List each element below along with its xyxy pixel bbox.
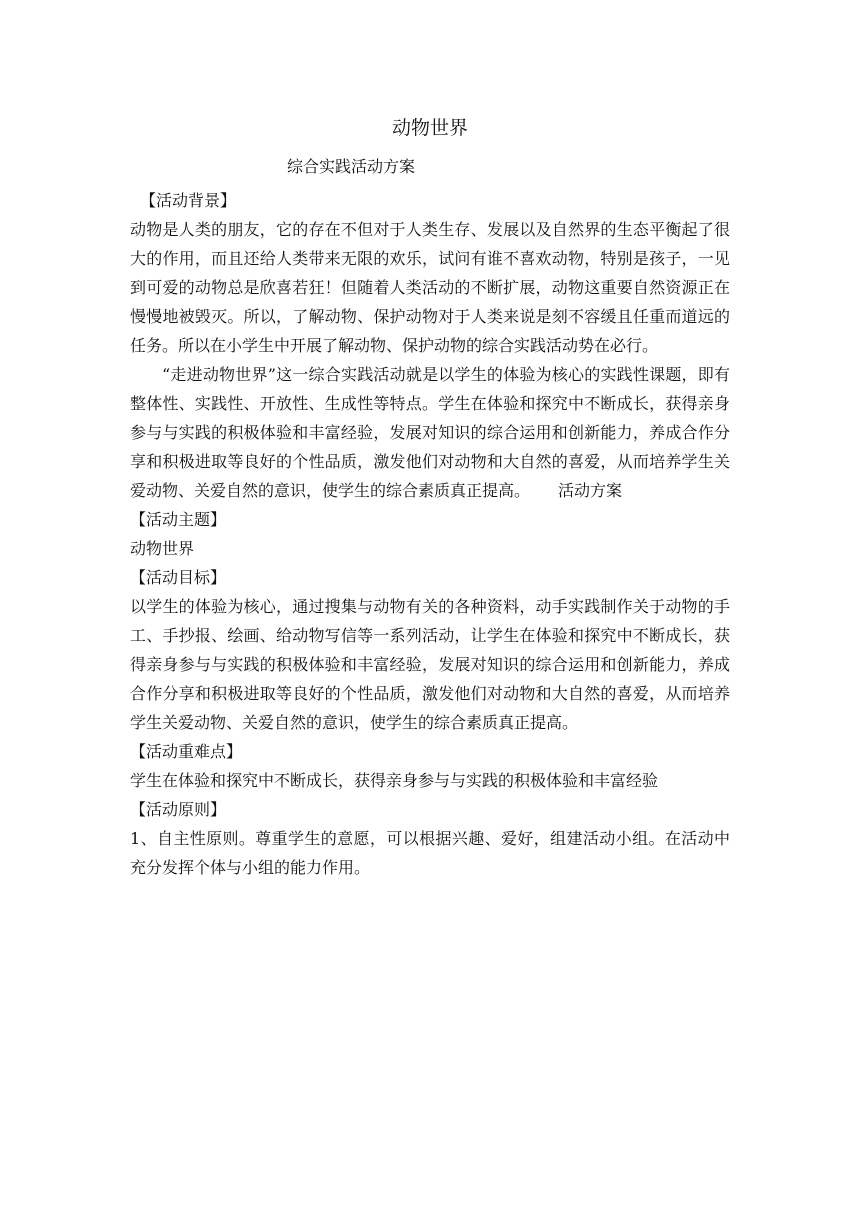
- background-paragraph-2-text: “走进动物世界”这一综合实践活动就是以学生的体验为核心的实践性课题，即有整体性、实践性、开放性、生成性等特点。学生在体验和探究中不断成长，获得亲身参与与实践的积极体验和丰富经验，发展对知识的综合运用和创新能力，养成合作分享和积极进取等良好的个性品质，激发他们对动物和大自然的喜爱，从而培养学生关爱动物、关爱自然的意识，使学生的综合素质真正提高。: [130, 365, 730, 500]
- goal-text: 以学生的体验为核心，通过搜集与动物有关的各种资料，动手实践制作关于动物的手工、手抄报、绘画、给动物写信等一系列活动，让学生在体验和探究中不断成长，获得亲身参与与实践的积极体验和丰富经验，发展对知识的综合运用和创新能力，养成合作分享和积极进取等良好的个性品质，激发他们对动物和大自然的喜爱，从而培养学生关爱动物、关爱自然的意识，使学生的综合素质真正提高。: [130, 597, 730, 732]
- background-paragraph-2: [130, 360, 730, 505]
- background-paragraph-2-tail: 活动方案: [558, 481, 623, 500]
- principle-item-1: 1、自主性原则。尊重学生的意愿，可以根据兴趣、爱好，组建活动小组。在活动中充分发挥个体与小组的能力作用。: [130, 829, 730, 877]
- background-paragraph-1: 动物是人类的朋友，它的存在不但对于人类生存、发展以及自然界的生态平衡起了很大的作用，而且还给人类带来无限的欢乐，试问有谁不喜欢动物，特别是孩子，一见到可爱的动物总是欣喜若狂！但随着人类活动的不断扩展，动物这重要自然资源正在慢慢地被毁灭。所以，了解动物、保护动物对于人类来说是刻不容缓且任重而道远的任务。所以在小学生中开展了解动物、保护动物的综合实践活动势在必行。: [130, 220, 730, 355]
- theme-heading: 【活动主题】: [130, 510, 227, 529]
- theme-text: 动物世界: [130, 539, 195, 558]
- document-title: 动物世界: [391, 117, 468, 139]
- background-heading: 【活动背景】: [140, 191, 237, 210]
- goal-heading: 【活动目标】: [130, 568, 227, 587]
- principle-heading: 【活动原则】: [130, 800, 227, 819]
- document-body: [130, 186, 730, 882]
- document-subtitle: 综合实践活动方案: [287, 157, 416, 176]
- key-heading: 【活动重难点】: [130, 742, 243, 761]
- key-text: 学生在体验和探究中不断成长，获得亲身参与与实践的积极体验和丰富经验: [130, 771, 659, 790]
